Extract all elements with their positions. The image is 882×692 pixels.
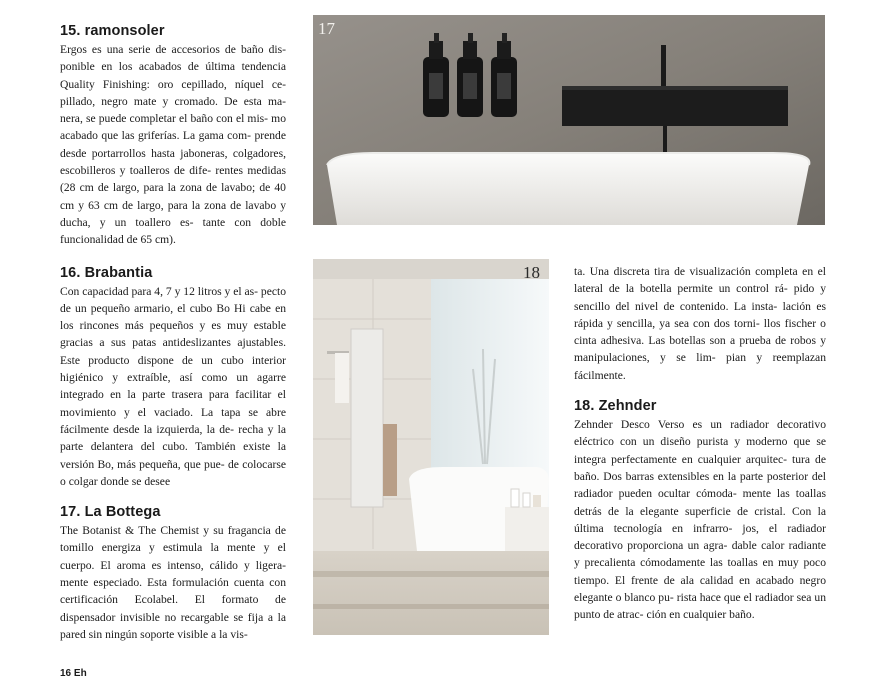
section-18-zehnder	[574, 397, 826, 624]
heading-18: 18. Zehnder	[574, 398, 657, 415]
photo-18-radiator-bathroom	[313, 259, 549, 635]
photo-number-18: 18	[523, 263, 540, 282]
photo-17-illustration	[313, 15, 825, 225]
page-folio: 16 Eh	[60, 668, 87, 679]
floor	[313, 551, 549, 635]
section-17-la-bottega	[60, 503, 286, 643]
body-16: Con capacidad para 4, 7 y 12 litros y el as- pecto de un pequeño armario, el cubo Bo Hi cabe en los rincones más pequeños y es muy estable gracias a sus patas antideslizantes ajustables. Este producto dispone de un cubo interior higiénico y extraíble, así como un agarre integrado en la parte trasera para facilitar el movimiento y el vaciado. La tapa se abre fácilmente desde la izquierda, la de- recha y la parte delantera del cubo. También existe la versión Bo, más pequeña, que pue- de colocarse o colgar donde se desee	[60, 284, 287, 488]
body-15: Ergos es una serie de accesorios de baño dis- ponible en los acabados de última tendencia Quality Finishing: oro cepillado, níquel ce- pillado, negro mate y cromado. De esta ma- nera, se puede completar el baño con el mis- mo acabado que las griferías. La gama com- prende desde portarrollos hasta jaboneras, colgadores, escobilleros y toalleros de dife- rentes medidas (28 cm de largo, para la zona de lavabo; de 40 cm y 63 cm de largo, para la zona de lavabo y ducha, y un toallero es- tante con doble funcionalidad de 65 cm).	[60, 43, 287, 247]
white-bathtub	[327, 153, 809, 225]
heading-16: 16. Brabantia	[60, 264, 153, 281]
photo-number-17: 17	[318, 19, 335, 38]
photo-18-illustration	[313, 259, 549, 635]
article-column-left	[60, 22, 286, 643]
body-17: The Botanist & The Chemist y su fragancia de tomillo energiza y estimula la mente y el cuerpo. El aroma es intenso, cálido y ligera- mente especiado. Esta formulación cuenta con certificación Ecolabel. El formato de dispensador invisible no recargable se fija a la pared sin ningún soporte visible a la vis-	[60, 524, 287, 641]
photo-17-bathtub-bottles	[313, 15, 825, 225]
body-17-continued: ta. Una discreta tira de visualización completa en el lateral de la botella permite un control rá- pido y sencillo del nivel de contenido. La insta- lación es rápida y sencilla, ya sea con dos torni- llos fischer o cinta adhesiva. Las botellas son a prueba de robos y manipulaciones, y se lim- pian y reemplazan fácilmente.	[574, 265, 827, 382]
hanging-towel	[383, 424, 397, 496]
article-column-right	[574, 263, 826, 624]
heading-17: 17. La Bottega	[60, 504, 161, 521]
heading-15: 15. ramonsoler	[60, 23, 165, 39]
section-15-ramonsoler	[60, 22, 286, 249]
section-16-brabantia	[60, 264, 286, 491]
dispenser-bottles	[423, 33, 517, 117]
section-17-continuation	[574, 263, 826, 384]
freestanding-bathtub	[409, 467, 549, 553]
body-18: Zehnder Desco Verso es un radiador decorativo eléctrico con un diseño purista y moderno que se integra perfectamente en cualquier arquitec- tura de baño. Dos barras extensibles en la parte posterior del radiador pueden ocultar cómoda- mente las toallas detrás de la elegante superficie de cristal. Con la última tecnología en infrarro- jos, el radiador decorativo proporciona un agra- dable calor radiante y precalienta cómodamente las toallas en muy poco tiempo. El frente de ala calidad en acabado negro elegante o blanco pu- rista hace que el radiador sea un punto de atrac- ción en cualquier baño.	[574, 418, 827, 622]
